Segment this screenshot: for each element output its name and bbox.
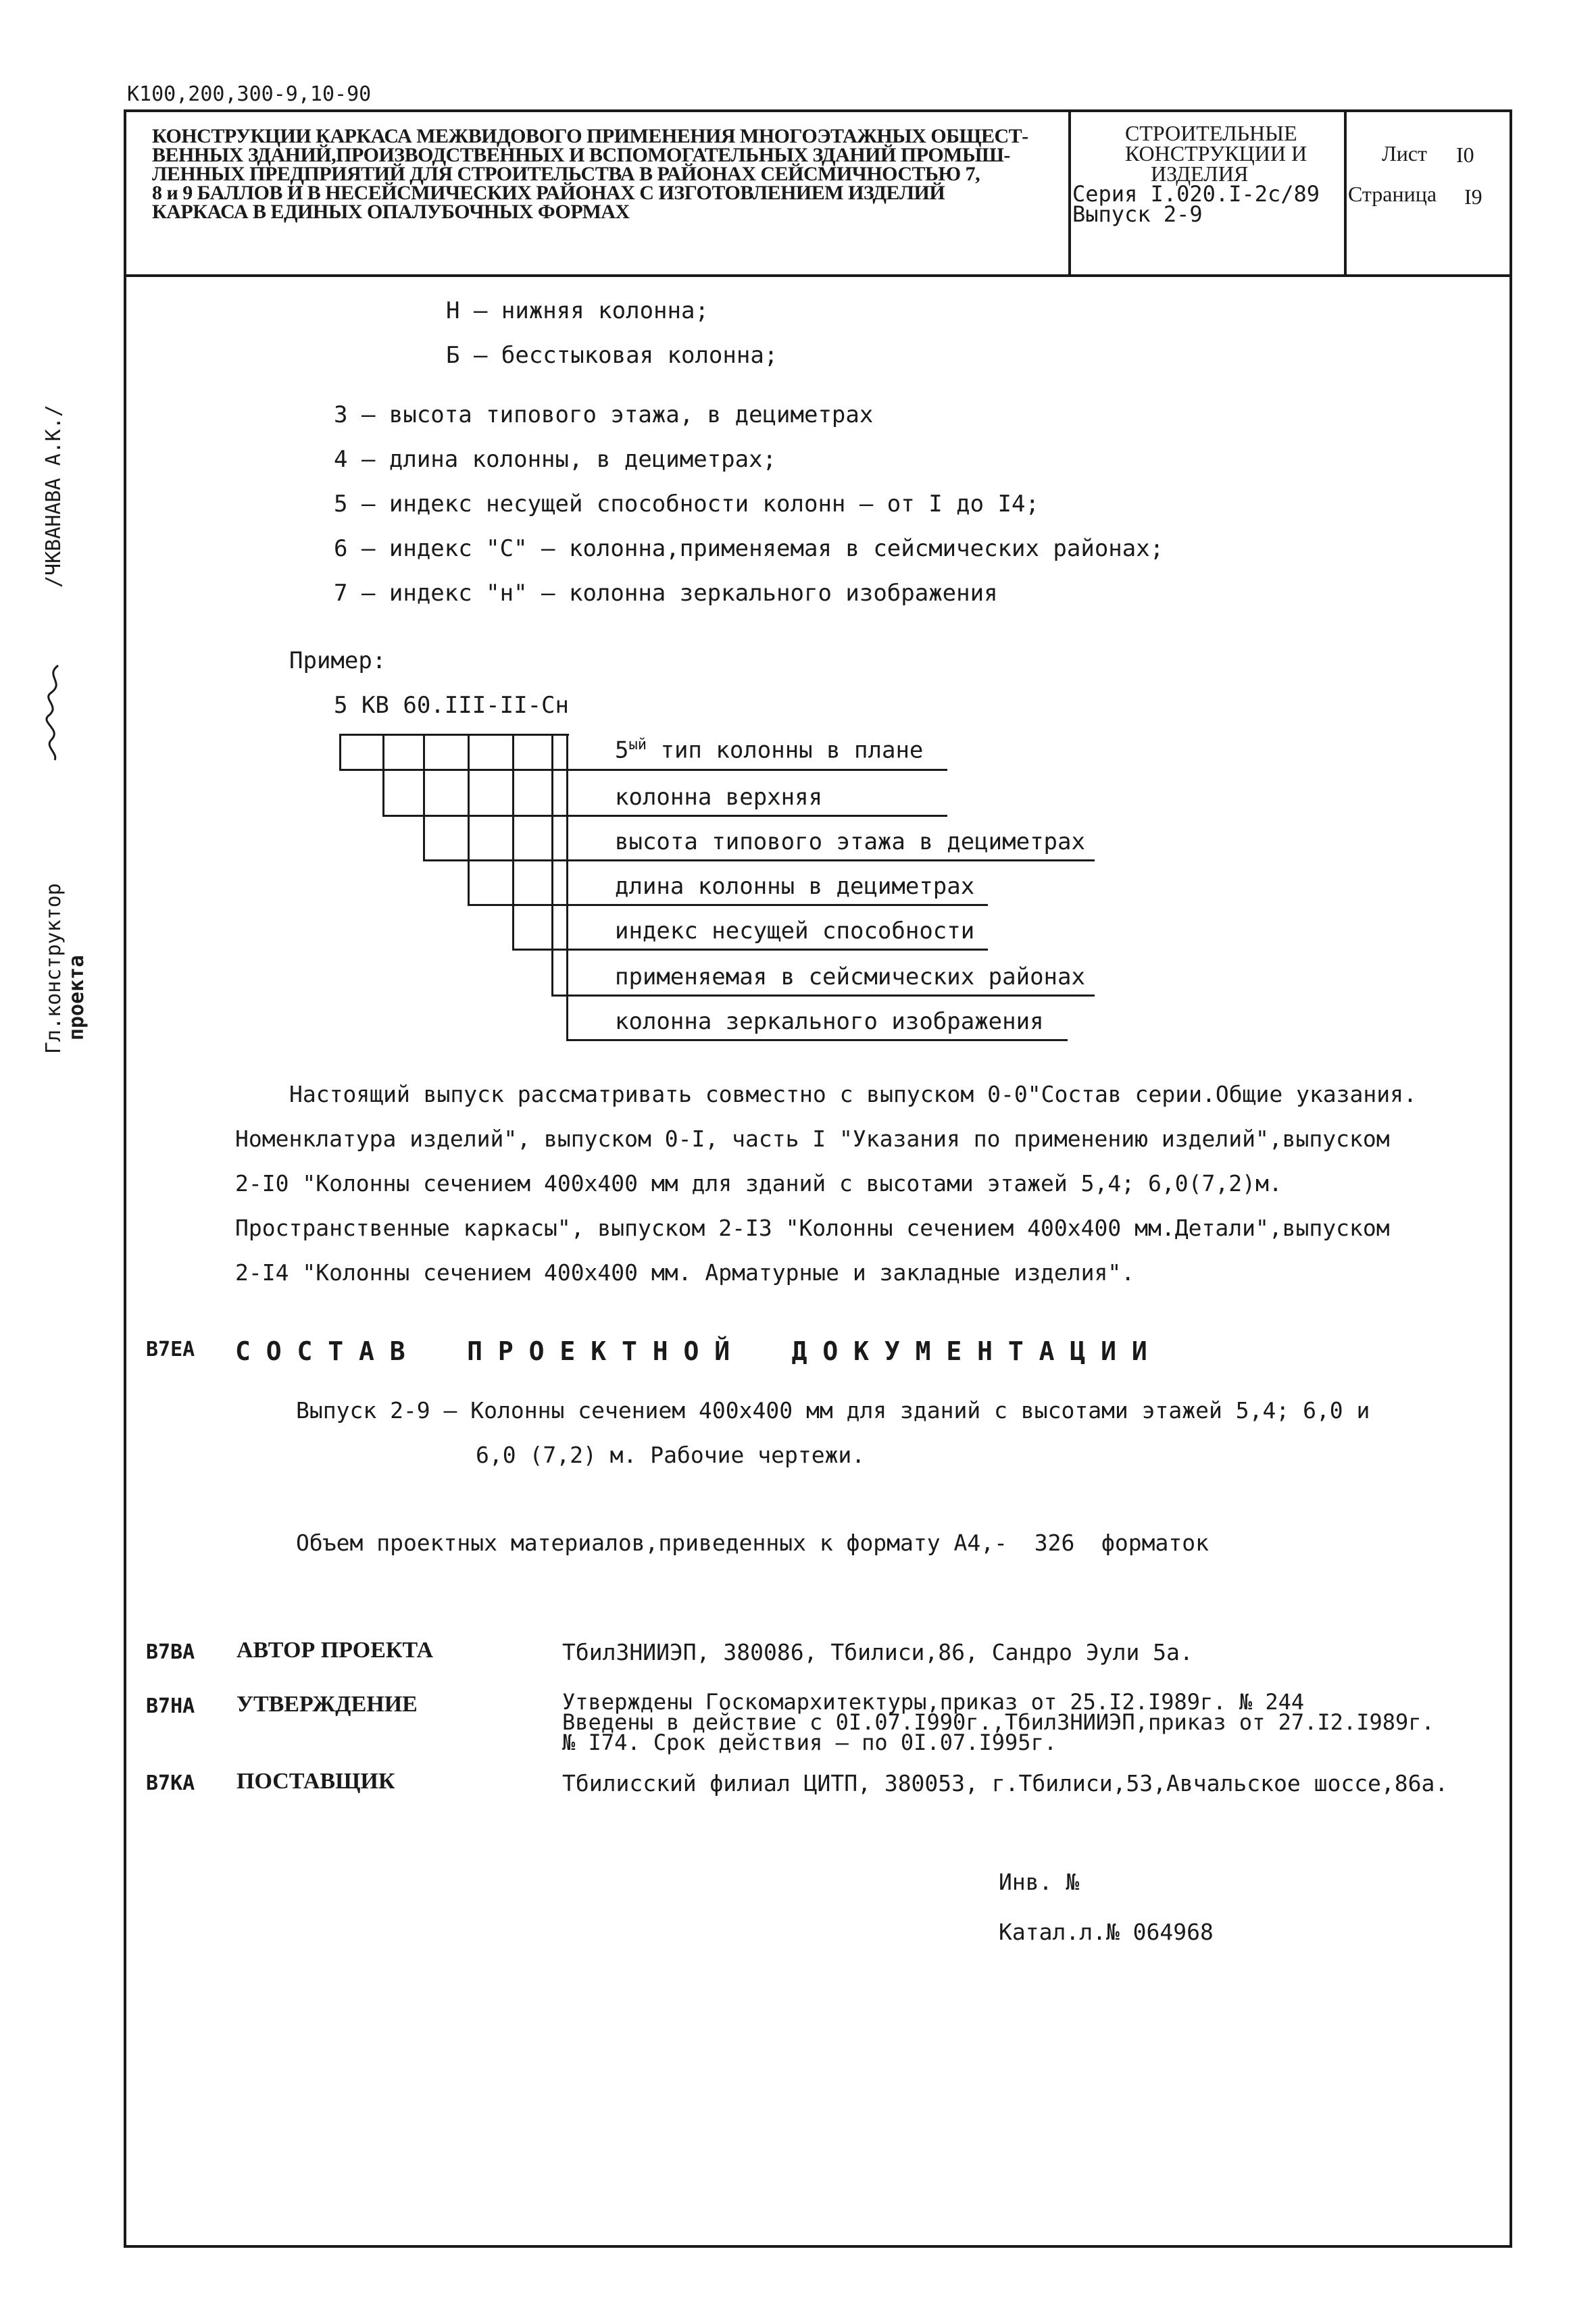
bracket-top [339, 734, 569, 736]
bracket-line-4 [468, 904, 988, 906]
example-item-2: колонна верхняя [615, 784, 823, 811]
category-line-2: КОНСТРУКЦИИ И [1125, 141, 1307, 166]
bracket-line-6 [551, 995, 1095, 997]
title-line-4: 8 и 9 БАЛЛОВ И В НЕСЕЙСМИЧЕСКИХ РАЙОНАХ С ИЗГОТОВЛЕНИЕМ ИЗДЕЛИЙ [152, 182, 945, 204]
legend-item-7: 7 – индекс "н" – колонна зеркального изображения [334, 580, 998, 607]
category-line-3: ИЗДЕЛИЯ [1151, 161, 1249, 186]
example-item-7: колонна зеркального изображения [615, 1008, 1044, 1035]
signature [38, 662, 72, 763]
record-value-approval-1: Утверждены Госкомархитектуры,приказ от 25.I2.I989г. № 244 [562, 1689, 1305, 1715]
title-line-3: ЛЕННЫХ ПРЕДПРИЯТИЙ ДЛЯ СТРОИТЕЛЬСТВА В РАЙОНАХ СЕЙСМИЧНОСТЬЮ 7, [152, 163, 980, 185]
issue-line-1: Выпуск 2-9 – Колонны сечением 400х400 мм для зданий с высотами этажей 5,4; 6,0 и [296, 1397, 1370, 1424]
bracket-tick-1 [339, 734, 341, 769]
sheet-label: Лист [1382, 141, 1428, 166]
page-label: Страница [1348, 182, 1437, 206]
record-code-author: В7ВА [146, 1640, 195, 1664]
catalog-number: Катал.л.№ 064968 [999, 1919, 1214, 1945]
margin-role-line2: проекта [65, 955, 89, 1040]
legend-item-5: 5 – индекс несущей способности колонн – от I до I4; [334, 491, 1039, 518]
record-value-supplier: Тбилисский филиал ЦИТП, 380053, г.Тбилиси,53,Авчальское шоссе,86а. [562, 1770, 1449, 1796]
title-line-5: КАРКАСА В ЕДИНЫХ ОПАЛУБОЧНЫХ ФОРМАХ [152, 201, 630, 223]
issue-label: Выпуск 2-9 [1072, 201, 1203, 227]
record-value-approval-2: Введены в действие с 0I.07.I990г.,ТбилЗНИИЭП,приказ от 27.I2.I989г. [562, 1709, 1435, 1735]
volume-line: Объем проектных материалов,приведенных к формату А4,- 326 форматок [296, 1530, 1210, 1556]
title-line-2: ВЕННЫХ ЗДАНИЙ,ПРОИЗВОДСТВЕННЫХ И ВСПОМОГАТЕЛЬНЫХ ЗДАНИЙ ПРОМЫШ- [152, 144, 1010, 166]
paragraph-line-4: Пространственные каркасы", выпуском 2-I3 "Колонны сечением 400х400 мм.Детали",выпуском [235, 1215, 1390, 1241]
category-line-1: СТРОИТЕЛЬНЫЕ [1125, 121, 1297, 145]
example-item-1: $5^{ый}$ тип колонны в плане [615, 736, 924, 764]
page-number: I9 [1464, 184, 1482, 209]
legend-item-1: Н – нижняя колонна; [446, 297, 709, 324]
example-item-5: индекс несущей способности [615, 917, 975, 945]
bracket-line-1 [339, 769, 947, 771]
example-item-6: применяемая в сейсмических районах [615, 963, 1085, 990]
bracket-line-2 [382, 815, 947, 817]
record-value-author: ТбилЗНИИЭП, 380086, Тбилиси,86, Сандро Эули 5а. [562, 1639, 1193, 1665]
record-code-approval: В7НА [146, 1694, 195, 1718]
bracket-tick-6 [551, 734, 553, 995]
legend-item-3: 3 – высота типового этажа, в дециметрах [334, 401, 874, 428]
record-code-supplier: В7КА [146, 1771, 195, 1795]
legend-item-6: 6 – индекс "С" – колонна,применяемая в сейсмических районах; [334, 535, 1164, 562]
record-label-supplier: ПОСТАВЩИК [236, 1769, 395, 1794]
bracket-tick-7 [566, 734, 568, 1039]
legend-item-4: 4 – длина колонны, в дециметрах; [334, 446, 777, 473]
example-code: 5 КВ 60.III-II-Сн [334, 692, 569, 719]
issue-line-2: 6,0 (7,2) м. Рабочие чертежи. [476, 1442, 866, 1468]
bracket-tick-3 [423, 734, 425, 859]
paragraph-line-1: Настоящий выпуск рассматривать совместно с выпуском 0-0"Состав серии.Общие указания. [289, 1081, 1417, 1107]
record-label-approval: УТВЕРЖДЕНИЕ [236, 1692, 418, 1717]
doc-code: К100,200,300-9,10-90 [127, 82, 372, 106]
paragraph-line-2: Номенклатура изделий", выпуском 0-I, часть I "Указания по применению изделий",выпуском [235, 1126, 1390, 1152]
example-item-3: высота типового этажа в дециметрах [615, 828, 1085, 855]
bracket-line-3 [423, 859, 1095, 861]
inventory-number: Инв. № [999, 1869, 1080, 1895]
section-heading: С О С Т А В П Р О Е К Т Н О Й Д О К У М Е Н Т А Ц И И [235, 1336, 1147, 1366]
bracket-line-7 [566, 1039, 1068, 1041]
first-item-sup: ый [628, 736, 647, 753]
bracket-tick-4 [468, 734, 470, 904]
record-value-approval-3: № I74. Срок действия – по 0I.07.I995г. [562, 1730, 1057, 1755]
margin-name: /ЧКВАНАВА А.К./ [42, 405, 66, 588]
example-label: Пример: [289, 647, 386, 674]
paragraph-line-3: 2-I0 "Колонны сечением 400х400 мм для зданий с высотами этажей 5,4; 6,0(7,2)м. [235, 1170, 1282, 1197]
margin-role-line1: Гл.конструктор [42, 883, 66, 1054]
record-label-author: АВТОР ПРОЕКТА [236, 1638, 434, 1663]
sheet-number: I0 [1456, 143, 1474, 167]
title-line-1: КОНСТРУКЦИИ КАРКАСА МЕЖВИДОВОГО ПРИМЕНЕНИЯ МНОГОЭТАЖНЫХ ОБЩЕСТ- [152, 125, 1028, 147]
section-code: В7ЕА [146, 1338, 195, 1361]
bracket-line-5 [512, 949, 988, 951]
title-block [124, 109, 1512, 277]
bracket-tick-5 [512, 734, 514, 949]
series-label: Серия I.020.I-2с/89 [1072, 181, 1320, 207]
legend-item-2: Б – бесстыковая колонна; [446, 342, 778, 369]
bracket-tick-2 [382, 734, 384, 815]
example-item-4: длина колонны в дециметрах [615, 873, 975, 900]
paragraph-line-5: 2-I4 "Колонны сечением 400х400 мм. Арматурные и закладные изделия". [235, 1259, 1135, 1286]
